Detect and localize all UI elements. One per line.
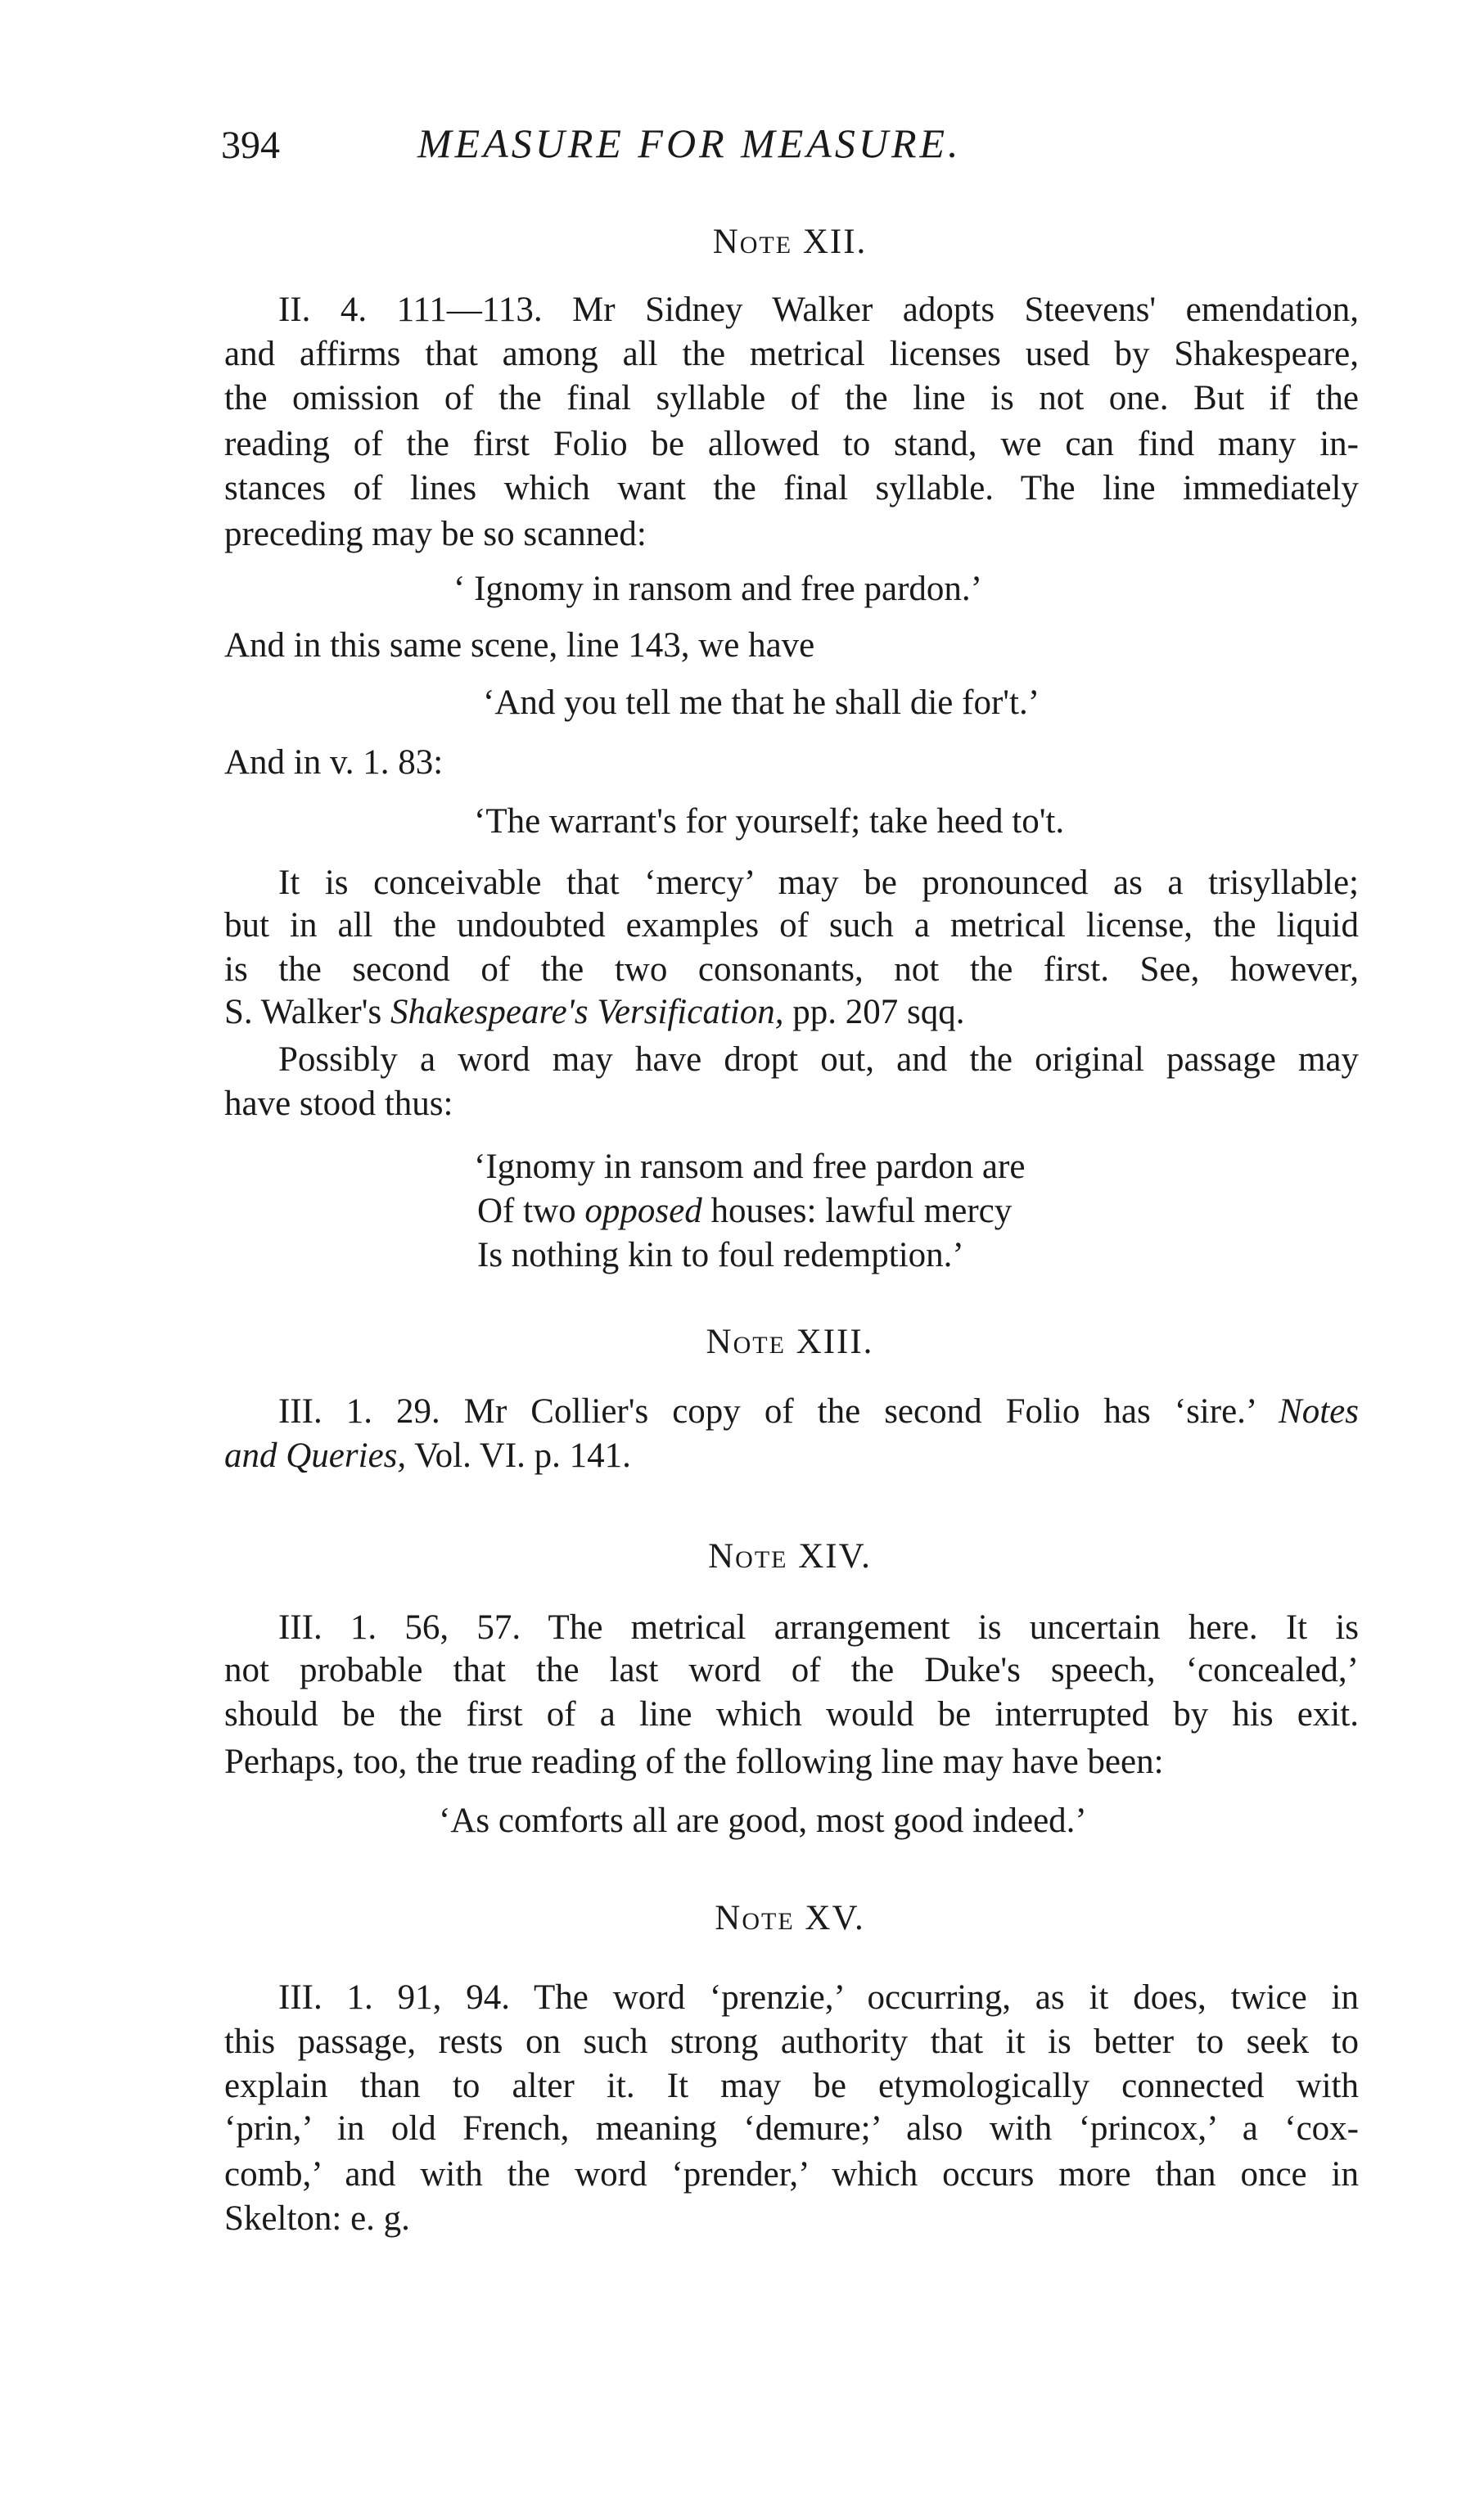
text-span: Perhaps, too, the true reading of the following line may have been:: [224, 1743, 1164, 1781]
text-line: [224, 904, 1359, 948]
note-heading: [0, 220, 1484, 264]
text-span: is the second of the two consonants, not the first. See, however,: [224, 950, 1359, 989]
text-line: [224, 624, 814, 668]
text-span: Note XII.: [712, 223, 868, 261]
text-span: And in this same scene, line 143, we have: [224, 626, 815, 665]
text-line: [278, 861, 1359, 905]
text-line: [278, 1038, 1359, 1082]
text-line: [224, 377, 1359, 421]
text-span: stances of lines which want the final syllable. The line immediately: [224, 469, 1359, 507]
text-span: Possibly a word may have dropt out, and the original passage may: [278, 1040, 1359, 1079]
text-line: [224, 990, 964, 1035]
quoted-verse-line: [474, 800, 1064, 844]
text-line: [224, 332, 1359, 377]
text-span: should be the first of a line which would be interrupted by his exit.: [224, 1695, 1359, 1734]
text-span: ‘As comforts all are good, most good indeed.’: [439, 1802, 1087, 1840]
text-line: [278, 1606, 1359, 1650]
quoted-verse-line: [439, 1799, 1087, 1843]
text-span: III. 1. 29. Mr Collier's copy of the second Folio has ‘sire.’: [278, 1392, 1279, 1431]
text-line: [224, 2153, 1359, 2197]
text-line: [224, 741, 443, 785]
text-span: explain than to alter it. It may be etymologically connected with: [224, 2067, 1359, 2105]
text-span: It is conceivable that ‘mercy’ may be pronounced as a trisyllable;: [278, 864, 1359, 902]
text-line: [224, 1082, 453, 1126]
page-number: 394: [221, 124, 280, 167]
quoted-verse-line: [474, 1145, 1025, 1189]
quoted-verse-line: [477, 1189, 1012, 1233]
italic-text: and Queries,: [224, 1436, 407, 1475]
italic-text: Shakespeare's Versification,: [390, 993, 784, 1031]
quoted-verse-line: [483, 681, 1040, 725]
running-title: MEASURE FOR MEASURE.: [417, 120, 962, 166]
note-heading: [0, 1320, 1484, 1364]
text-line: [224, 2107, 1359, 2151]
text-span: preceding may be so scanned:: [224, 515, 647, 553]
text-line: [224, 512, 647, 557]
text-line: [224, 2020, 1359, 2064]
text-line: [278, 1390, 1359, 1434]
text-span: ‘prin,’ in old French, meaning ‘demure;’ also with ‘princox,’ a ‘cox-: [224, 2109, 1359, 2148]
text-span: reading of the first Folio be allowed to stand, we can find many in-: [224, 425, 1359, 463]
text-span: have stood thus:: [224, 1085, 453, 1123]
text-line: [224, 1648, 1359, 1693]
text-line: [224, 1434, 631, 1478]
text-span: Vol. VI. p. 141.: [406, 1436, 631, 1475]
text-span: but in all the undoubted examples of such a metrical license, the liquid: [224, 906, 1359, 945]
text-span: this passage, rests on such strong authority that it is better to seek to: [224, 2023, 1359, 2061]
text-line: [278, 288, 1359, 332]
quoted-verse-line: [453, 567, 982, 611]
text-span: Note XIV.: [708, 1537, 872, 1576]
italic-text: Notes: [1279, 1392, 1359, 1431]
text-span: II. 4. 111—113. Mr Sidney Walker adopts Steevens' emendation,: [278, 291, 1359, 329]
text-line: [278, 1976, 1359, 2020]
text-line: [224, 2064, 1359, 2108]
text-span: And in v. 1. 83:: [224, 743, 444, 782]
text-span: houses: lawful mercy: [701, 1192, 1013, 1230]
text-line: [224, 948, 1359, 992]
text-span: Note XIII.: [706, 1323, 874, 1361]
text-span: Note XV.: [715, 1899, 865, 1937]
text-line: [224, 1693, 1359, 1737]
text-span: the omission of the final syllable of the line is not one. But if the: [224, 379, 1359, 417]
text-span: Of two: [477, 1192, 585, 1230]
text-span: comb,’ and with the word ‘prender,’ which occurs more than once in: [224, 2155, 1359, 2194]
text-line: [224, 422, 1359, 467]
text-span: Is nothing kin to foul redemption.’: [477, 1236, 964, 1274]
note-heading: [0, 1896, 1484, 1941]
text-span: pp. 207 sqq.: [783, 993, 965, 1031]
italic-text: opposed: [584, 1192, 702, 1230]
text-line: [224, 467, 1359, 511]
text-line: [224, 2197, 410, 2241]
text-span: ‘ Ignomy in ransom and free pardon.’: [453, 570, 982, 608]
text-span: S. Walker's: [224, 993, 390, 1031]
text-span: ‘Ignomy in ransom and free pardon are: [474, 1148, 1026, 1186]
text-span: III. 1. 56, 57. The metrical arrangement is uncertain here. It is: [278, 1608, 1359, 1647]
text-span: ‘The warrant's for yourself; take heed to't.: [474, 802, 1065, 841]
text-span: not probable that the last word of the Duke's speech, ‘concealed,’: [224, 1651, 1359, 1689]
text-span: Skelton: e. g.: [224, 2199, 410, 2238]
note-heading: [0, 1535, 1484, 1579]
quoted-verse-line: [477, 1233, 964, 1278]
text-span: ‘And you tell me that he shall die for't.’: [483, 683, 1040, 722]
text-span: and affirms that among all the metrical licenses used by Shakespeare,: [224, 335, 1359, 373]
text-span: III. 1. 91, 94. The word ‘prenzie,’ occurring, as it does, twice in: [278, 1978, 1359, 2017]
text-line: [224, 1740, 1164, 1784]
